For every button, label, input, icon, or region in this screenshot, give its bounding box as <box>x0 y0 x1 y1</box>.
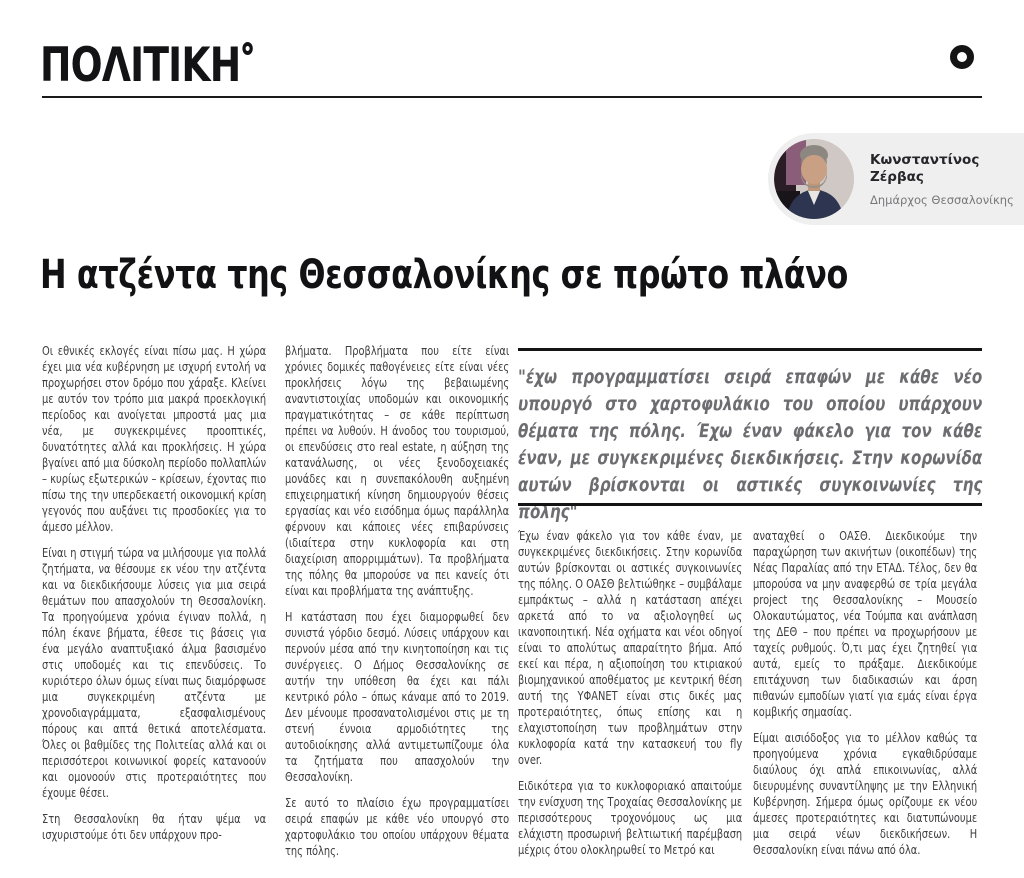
article-title: Η ατζέντα της Θεσσαλονίκης σε πρώτο πλάνο <box>40 252 848 298</box>
paragraph: Έχω έναν φάκελο για τον κάθε έναν, με συγκεκριμένες διεκδικήσεις. Στην κορωνίδα αυτών βρίσκονται οι αστικές συγκοινωνίες της πόλης. Ο ΟΑΣΘ βελτιώθηκε – συμβάλαμε εμπράκτως – αλλά η κατάσταση απέχει αρκετά από το να αξιολογηθεί ως ικανοποιητική. Νέα οχήματα και νέοι οδηγοί είναι το απολύτως απαραίτητο βήμα. Από εκεί και πέρα, η αξιοποίηση του κτιριακού βιομηχανικού αποθέματος με κεντρική θέση αυτή της ΥΦΑΝΕΤ είναι στις δικές μας προτεραιότητες, όπως επίσης και η ελαχιστοποίηση των προβλημάτων στην κυκλοφορία κατά την κατασκευή του fly over. <box>518 528 743 767</box>
paragraph: Ειδικότερα για το κυκλοφοριακό απαιτούμε την ενίσχυση της Τροχαίας Θεσσαλονίκης με περισσότερους τροχονόμους ως μια ελάχιστη προσωρινή βελτιωτική παρέμβαση μέχρις ότου ολοκληρωθεί το Μετρό και <box>518 778 743 857</box>
author-info <box>870 152 1014 207</box>
article-column-3 <box>518 528 742 878</box>
author-name: Κωνσταντίνος Ζέρβας <box>870 151 980 185</box>
degree-ring-icon <box>243 42 253 55</box>
o-ring-icon <box>950 45 974 69</box>
author-avatar <box>774 139 854 219</box>
quote-divider-top <box>518 348 982 351</box>
article-column-1 <box>42 343 266 878</box>
quote-divider-bottom <box>518 503 982 506</box>
author-role: Δημάρχος Θεσσαλονίκης <box>870 192 1014 207</box>
section-logo-text: ΠΟΛΙΤΙΚΗ <box>40 38 241 93</box>
author-card <box>768 133 1024 225</box>
paragraph: Στη Θεσσαλονίκη θα ήταν ψέμα να ισχυριστούμε ότι δεν υπάρχουν προ- <box>42 811 267 842</box>
paragraph: Είμαι αισιόδοξος για το μέλλον καθώς τα προηγούμενα χρόνια εγκαθιδρύσαμε διαύλους όχι απλά επικοινωνίας, αλλά διευρυμένης συναντίληψης με την Ελληνική Κυβέρνηση. Σήμερα όμως ορίζουμε εκ νέου άμεσες προτεραιότητες και διατυπώνουμε μια σειρά νέων διεκδικήσεων. Η Θεσσαλονίκη είναι πάνω από όλα. <box>753 730 978 857</box>
article-column-2 <box>285 343 509 878</box>
header-divider <box>42 96 982 98</box>
paragraph: Η κατάσταση που έχει διαμορφωθεί δεν συνιστά γόρδιο δεσμό. Λύσεις υπάρχουν και περνούν μέσα από την κινητοποίηση και τις συνέργειες. Ο Δήμος Θεσσαλονίκης σε αυτήν την υπόθεση θα έχει και πάλι κεντρικό ρόλο – όπως κάναμε από το 2019. Δεν μένουμε προσανατολισμένοι στις με τη στενή έννοια αρμοδιότητες της αυτοδιοίκησης αλλά αντιμετωπίζουμε όλα τα ζητήματα που απασχολούν την Θεσσαλονίκη. <box>285 609 510 784</box>
paragraph: βλήματα. Προβλήματα που είτε είναι χρόνιες δομικές παθογένειες είτε είναι νέες προκλήσεις λόγω της βεβαιωμένης αναντιστοιχίας υποδομών και οικονομικής πραγματικότητας – σε κάθε περίπτωση πρέπει να λυθούν. Η άνοδος του τουρισμού, οι επενδύσεις στο real estate, η αύξηση της κατανάλωσης, οι νέες ξενοδοχειακές μονάδες και η συνεπακόλουθη αυξημένη επιχειρηματική κίνηση δημιουργούν θέσεις εργασίας και νέο εισόδημα όμως παράλληλα φέρνουν και κάποιες νέες επιβαρύνσεις (ιδιαίτερα στην κυκλοφορία και στη διαχείριση απορριμμάτων). Τα προβλήματα της πόλης θα μπορούσε να πει κανείς ότι είναι και προβλήματα της ανάπτυξης. <box>285 343 510 598</box>
paragraph: Οι εθνικές εκλογές είναι πίσω μας. Η χώρα έχει μια νέα κυβέρνηση με ισχυρή εντολή να προχωρήσει στον δρόμο που χάραξε. Κλείνει με αυτόν τον τρόπο μια μακρά προεκλογική περίοδος και ανοίγεται μπροστά μας μια νέα, με συγκεκριμένες προοπτικές, δυνατότητες αλλά και προκλήσεις. Η χώρα βγαίνει από μια δύσκολη περίοδο πολλαπλών – κυρίως εξωτερικών – κρίσεων, έχοντας πιο πίσω της την υπερδεκαετή οικονομική κρίση γεγονός που αυξάνει τις προσδοκίες για το άμεσο μέλλον. <box>42 343 267 534</box>
article-column-4 <box>753 528 977 878</box>
paragraph: αναταχθεί ο ΟΑΣΘ. Διεκδικούμε την παραχώρηση των ακινήτων (οικοπέδων) της Νέας Παραλίας από την ΕΤΑΔ. Τέλος, δεν θα μπορούσα να μην αναφερθώ σε τρία μεγάλα project της Θεσσαλονίκης – Μουσείο Ολοκαυτώματος, νέα Τούμπα και ανάπλαση της ΔΕΘ – που πρέπει να προχωρήσουν με ταχείς ρυθμούς. Ό,τι μας έχει ζητηθεί για αυτά, εμείς το πράξαμε. Διεκδικούμε επιτάχυνση των διαδικασιών και άρση πιθανών εμποδίων γιατί για εμάς είναι έργα κομβικής σημασίας. <box>753 528 978 719</box>
paragraph: Σε αυτό το πλαίσιο έχω προγραμματίσει σειρά επαφών με κάθε νέο υπουργό στο χαρτοφυλάκιο του οποίου υπάρχουν θέματα της πόλης. <box>285 795 510 858</box>
section-logo <box>40 38 253 93</box>
paragraph: Είναι η στιγμή τώρα να μιλήσουμε για πολλά ζητήματα, να θέσουμε εκ νέου την ατζέντα και να διεκδικήσουμε λύσεις για μια σειρά θεμάτων που απασχολούν τη Θεσσαλονίκη. Τα προηγούμενα χρόνια έγιναν πολλά, η πόλη έκανε βήματα, έθεσε τις βάσεις για ένα μεγάλο αναπτυξιακό άλμα βασισμένο στις υποδομές και τις επενδύσεις. Το κυριότερο όλων όμως είναι πως διαμόρφωσε μια συγκεκριμένη ατζέντα με χρονοδιαγράμματα, εξασφαλισμένους πόρους και απτά θετικά αποτελέσματα. Όλες οι βαθμίδες της Πολιτείας αλλά και οι περισσότεροι κοινωνικοί φορείς κατανοούν και ομονοούν στις προτεραιότητες που έχουμε θέσει. <box>42 545 267 800</box>
author-portrait-image <box>774 139 854 219</box>
pull-quote: "έχω προγραμματίσει σειρά επαφών με κάθε νέο υπουργό στο χαρτοφυλάκιο του οποίου υπάρχουν θέματα της πόλης. Έχω έναν φάκελο για τον κάθε έναν, με συγκεκριμένες διεκδικήσεις. Στην κορωνίδα αυτών βρίσκονται οι αστικές συγκοινωνίες της πόλης" <box>518 366 983 523</box>
